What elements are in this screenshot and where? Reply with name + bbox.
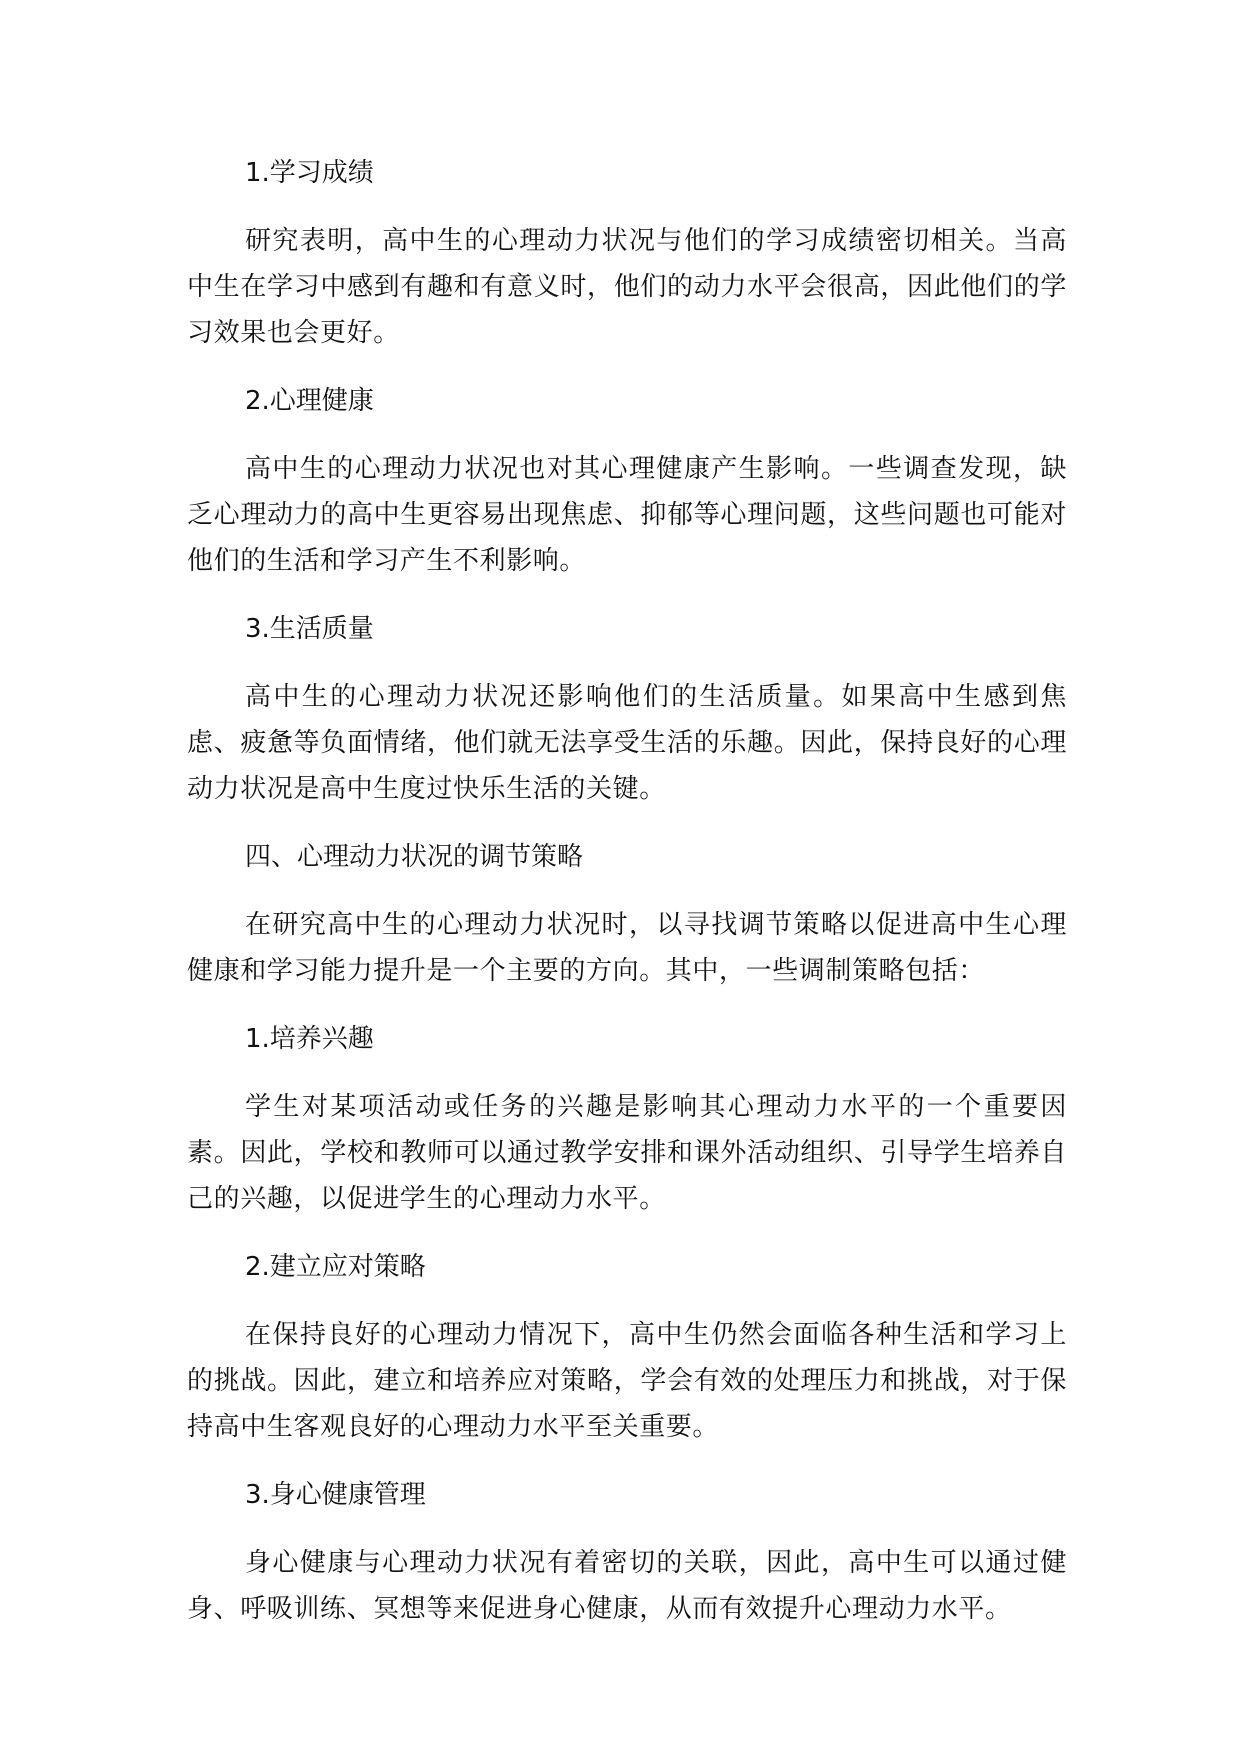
- section-heading-coping-strategies: 2.建立应对策略: [245, 1252, 426, 1282]
- chapter-heading-regulation-strategies: 四、心理动力状况的调节策略: [245, 842, 584, 872]
- section-heading-health-management: 3.身心健康管理: [245, 1480, 426, 1510]
- paragraph-health-management: 身心健康与心理动力状况有着密切的关联，因此，高中生可以通过健身、呼吸训练、冥想等来促进身心健康，从而有效提升心理动力水平。: [187, 1548, 1067, 1624]
- paragraph-life-quality: 高中生的心理动力状况还影响他们的生活质量。如果高中生感到焦虑、疲惫等负面情绪，他们就无法享受生活的乐趣。因此，保持良好的心理动力状况是高中生度过快乐生活的关键。: [187, 682, 1067, 804]
- paragraph-regulation-intro: 在研究高中生的心理动力状况时，以寻找调节策略以促进高中生心理健康和学习能力提升是一个主要的方向。其中，一些调制策略包括：: [187, 910, 1067, 986]
- paragraph-coping-strategies: 在保持良好的心理动力情况下，高中生仍然会面临各种生活和学习上的挑战。因此，建立和培养应对策略，学会有效的处理压力和挑战，对于保持高中生客观良好的心理动力水平至关重要。: [187, 1320, 1067, 1442]
- document-body: [187, 150, 1067, 1654]
- section-heading-mental-health: 2.心理健康: [245, 386, 374, 416]
- paragraph-cultivate-interest: 学生对某项活动或任务的兴趣是影响其心理动力水平的一个重要因素。因此，学校和教师可以通过教学安排和课外活动组织、引导学生培养自己的兴趣，以促进学生的心理动力水平。: [187, 1092, 1067, 1214]
- section-heading-cultivate-interest: 1.培养兴趣: [245, 1024, 374, 1054]
- paragraph-mental-health: 高中生的心理动力状况也对其心理健康产生影响。一些调查发现，缺乏心理动力的高中生更容易出现焦虑、抑郁等心理问题，这些问题也可能对他们的生活和学习产生不利影响。: [187, 454, 1067, 576]
- section-heading-life-quality: 3.生活质量: [245, 614, 374, 644]
- paragraph-academic-performance: 研究表明，高中生的心理动力状况与他们的学习成绩密切相关。当高中生在学习中感到有趣和有意义时，他们的动力水平会很高，因此他们的学习效果也会更好。: [187, 226, 1067, 348]
- section-heading-academic-performance: 1.学习成绩: [245, 158, 374, 188]
